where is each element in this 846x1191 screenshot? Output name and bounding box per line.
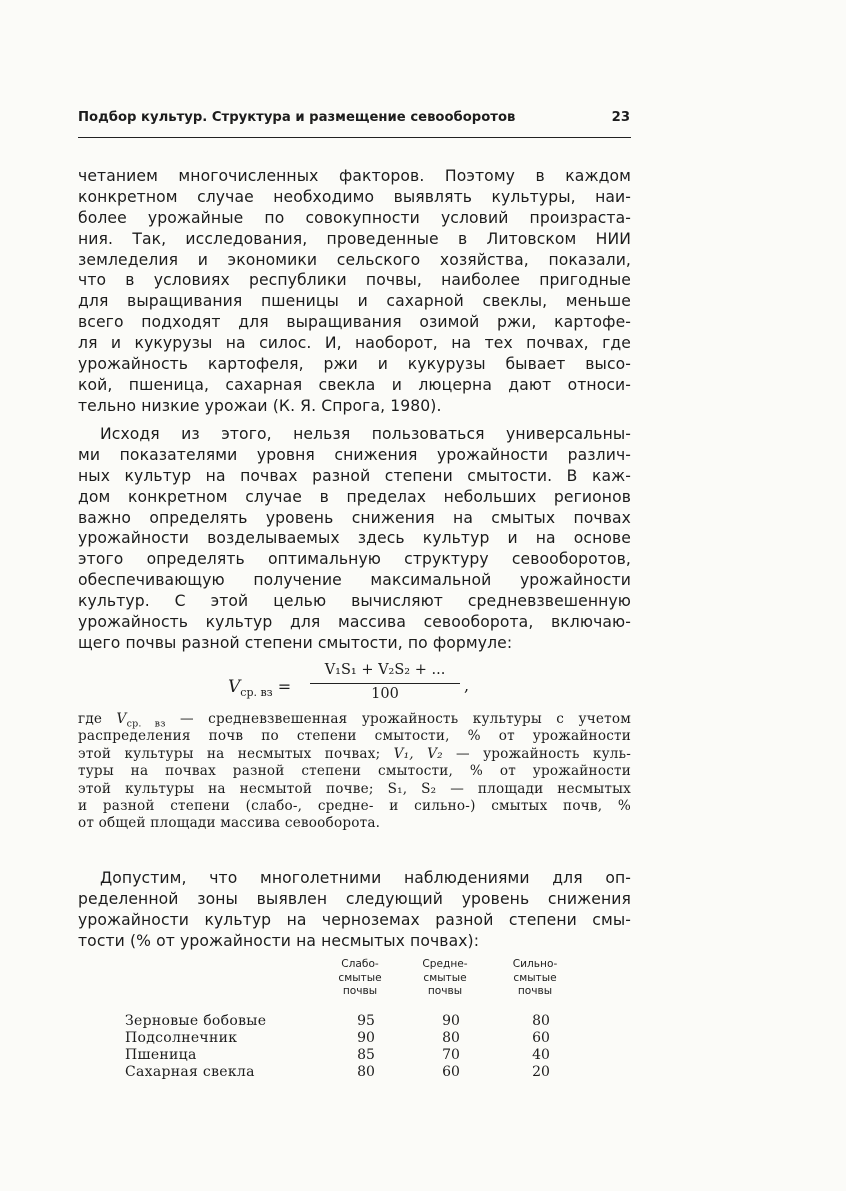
- text-line: важно определять уровень снижения на смытых почвах: [78, 508, 631, 527]
- table-cell: 85: [357, 1047, 375, 1063]
- text-line: обеспечивающую получение максимальной урожайности: [78, 571, 631, 590]
- crop-name: Подсолнечник: [125, 1030, 238, 1046]
- note-text: — урожайность куль-: [442, 745, 632, 762]
- formula-numerator: V₁S₁ + V₂S₂ + ...: [324, 662, 446, 678]
- text-line: щего почвы разной степени смытости, по формуле:: [78, 633, 513, 652]
- text-line: ля и кукурузы на силос. И, наоборот, на тех почвах, где: [78, 334, 631, 353]
- text-line: урожайности возделываемых здесь культур и на основе: [78, 529, 631, 548]
- formula-comma: ,: [464, 676, 470, 695]
- text-line: этого определять оптимальную структуру севооборотов,: [78, 550, 631, 569]
- text-line: четанием многочисленных факторов. Поэтому в каждом: [78, 167, 631, 185]
- paragraph-1: [78, 166, 631, 417]
- table-cell: 40: [532, 1047, 550, 1063]
- text-line: всего подходят для выращивания озимой ржи, картофе-: [78, 313, 631, 332]
- text-line: земледелия и экономики сельского хозяйства, показали,: [78, 250, 631, 269]
- note-line: туры на почвах разной степени смытости, % от урожайности: [78, 763, 631, 780]
- crop-name: Пшеница: [125, 1047, 197, 1063]
- text-line: культур. С этой целью вычисляют средневзвешенную: [78, 592, 631, 611]
- table-cell: 70: [442, 1047, 460, 1063]
- note-line: [78, 711, 631, 728]
- text-line: Исходя из этого, нельзя пользоваться универсальны-: [100, 425, 631, 443]
- text-line: урожайность культур для массива севооборота, включаю-: [78, 613, 631, 632]
- paragraph-3: [78, 868, 631, 952]
- note-symbol: V: [116, 711, 127, 727]
- table-cell: 60: [532, 1030, 550, 1046]
- text-line: тельно низкие урожаи (К. Я. Спрога, 1980).: [78, 396, 442, 415]
- text-line: Допустим, что многолетними наблюдениями для оп-: [100, 869, 631, 887]
- text-line: ми показателями уровня снижения урожайности различ-: [78, 445, 631, 464]
- note-line: этой культуры на несмытой почве; S₁, S₂ — площади несмытых: [78, 780, 631, 797]
- crop-name: Сахарная свекла: [125, 1064, 255, 1080]
- formula-fraction: [310, 662, 460, 702]
- column-header-line: почвы: [517, 985, 553, 997]
- column-header-slightly-eroded: [320, 958, 400, 999]
- text-line: более урожайные по совокупности условий произраста-: [78, 208, 631, 227]
- column-header-line: Слабо-: [341, 958, 379, 970]
- column-header-line: смытые: [423, 971, 467, 984]
- text-line: ных культур на почвах разной степени смытости. В каж-: [78, 466, 631, 485]
- text-line: урожайности культур на черноземах разной степени смы-: [78, 910, 631, 929]
- crop-name: Зерновые бобовые: [125, 1013, 267, 1029]
- formula-equals: =: [277, 677, 292, 696]
- note-line: и разной степени (слабо-, средне- и сильно-) смытых почв, %: [78, 797, 631, 814]
- text-line: конкретном случае необходимо выявлять культуры, наи-: [78, 187, 631, 206]
- paragraph-2: [78, 424, 631, 654]
- column-header-line: Сильно-: [512, 958, 558, 970]
- table-cell: 60: [442, 1064, 460, 1080]
- text-line: тости (% от урожайности на несмытых почвах):: [78, 931, 480, 950]
- text-line: что в условиях республики почвы, наиболее пригодные: [78, 271, 631, 290]
- table-cell: 90: [442, 1013, 460, 1029]
- note-symbol: V₁, V₂: [393, 745, 443, 762]
- table-cell: 95: [357, 1013, 375, 1029]
- page-number: 23: [611, 110, 630, 125]
- table-cell: 80: [357, 1064, 375, 1080]
- note-text: где: [78, 711, 117, 727]
- column-header-strongly-eroded: [495, 958, 575, 999]
- running-header: [78, 110, 630, 125]
- column-header-line: смытые: [338, 971, 382, 984]
- column-header-line: почвы: [342, 985, 378, 997]
- column-header-moderately-eroded: [405, 958, 485, 999]
- note-line: распределения почв по степени смытости, % от урожайности: [78, 728, 631, 745]
- text-line: ределенной зоны выявлен следующий уровень снижения: [78, 889, 631, 908]
- text-line: кой, пшеница, сахарная свекла и люцерна дают относи-: [78, 375, 631, 394]
- text-line: ния. Так, исследования, проведенные в Литовском НИИ: [78, 229, 631, 248]
- text-line: урожайность картофеля, ржи и кукурузы бывает высо-: [78, 355, 631, 374]
- text-line: для выращивания пшеницы и сахарной свеклы, меньше: [78, 292, 631, 311]
- formula-denominator: 100: [371, 686, 399, 702]
- header-rule: [78, 137, 631, 138]
- note-text: этой культуры на несмытых почвах;: [78, 745, 394, 762]
- note-line: [78, 746, 631, 763]
- note-subscript: ср. вз: [126, 718, 166, 730]
- column-header-line: Средне-: [422, 958, 468, 970]
- table-cell: 80: [532, 1013, 550, 1029]
- column-header-line: смытые: [513, 971, 557, 984]
- note-text: — средневзвешенная урожайность культуры с учетом: [165, 711, 632, 727]
- fraction-bar: [310, 683, 460, 684]
- table-cell: 80: [442, 1030, 460, 1046]
- formula-note: [78, 711, 631, 833]
- column-header-line: почвы: [427, 985, 463, 997]
- text-line: дом конкретном случае в пределах небольших регионов: [78, 487, 631, 506]
- formula-symbol: V: [228, 677, 241, 697]
- table-cell: 20: [532, 1064, 550, 1080]
- formula-subscript: ср. вз: [240, 686, 273, 700]
- formula-lhs: [228, 677, 291, 699]
- running-title: Подбор культур. Структура и размещение севооборотов: [78, 110, 516, 125]
- note-line: от общей площади массива севооборота.: [78, 815, 381, 832]
- table-cell: 90: [357, 1030, 375, 1046]
